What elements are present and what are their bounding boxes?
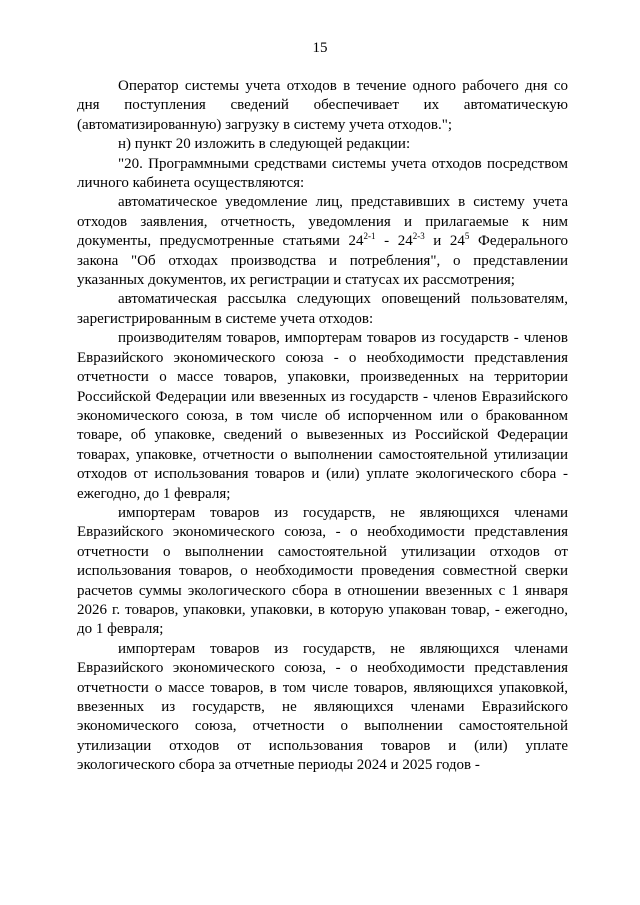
paragraph-operator-upload: Оператор системы учета отходов в течение одного рабочего дня со дня поступления сведений обеспечивает их автоматическую (автоматизированную) загрузку в систему учета отходов."; (77, 78, 568, 133)
article-superscript-2: 2-3 (412, 231, 425, 242)
page-number: 15 (312, 40, 328, 56)
paragraph-automatic-notification (77, 193, 568, 290)
notification-text-pre: автоматическое уведомление лиц, представивших в систему учета отходов заявления, отчетность, уведомления и прилагаемые к ним документы, предусмотренные статьями 24 (77, 194, 568, 250)
paragraph-importers-non-eaeu-mass: импортерам товаров из государств, не являющихся членами Евразийского экономического союза, - о необходимости представления отчетности о массе товаров, в том числе товаров, являющихся упаковкой, ввезенных из государств, не являющихся членами Евразийского экономического союза, отчетности о выполнении самостоятельной утилизации отходов от использования товаров и (или) уплате экологического сбора за отчетные периоды 2024 и 2025 годов - (77, 640, 568, 774)
paragraph-importers-non-eaeu-reconciliation: импортерам товаров из государств, не являющихся членами Евразийского экономического союза, - о необходимости представления отчетности о выполнении самостоятельной утилизации отходов от использования товаров, о необходимости проведения совместной сверки расчетов суммы экологического сбора в отношении ввезенных с 1 января 2026 г. товаров, упаковки, упаковки, в которую упакован товар, - ежегодно, до 1 февраля; (77, 504, 568, 638)
paragraph-automatic-mailing: автоматическая рассылка следующих оповещений пользователям, зарегистрированным в системе учета отходов: (77, 291, 568, 327)
paragraph-producers-importers-eaeu: производителям товаров, импортерам товаров из государств - членов Евразийского экономического союза - о необходимости представления отчетности о массе товаров, упаковки, произведенных на территории Российской Федерации или ввезенных из государств - членов Евразийского экономического союза, в том числе об испорченном или о бракованном товаре, об упаковке, сведений о вывезенных из Российской Федерации товарах, упаковке, отчетности о выполнении самостоятельной утилизации отходов от использования товаров и (или) уплате экологического сбора - ежегодно, до 1 февраля; (77, 330, 568, 502)
notification-text-mid2: и 24 (424, 233, 465, 250)
article-superscript-1: 2-1 (363, 231, 376, 242)
paragraph-point-20-heading: "20. Программными средствами системы учета отходов посредством личного кабинета осуществляются: (77, 155, 568, 192)
document-body (77, 77, 568, 776)
paragraph-point-20-intro: н) пункт 20 изложить в следующей редакции: (118, 136, 411, 153)
notification-text-mid1: - 24 (375, 233, 413, 250)
notification-text-post: Федерального закона "Об отходах производства и потребления", о представлении указанных документов, их регистрации и статусах их рассмотрения; (77, 233, 568, 289)
article-superscript-3: 5 (464, 231, 470, 242)
